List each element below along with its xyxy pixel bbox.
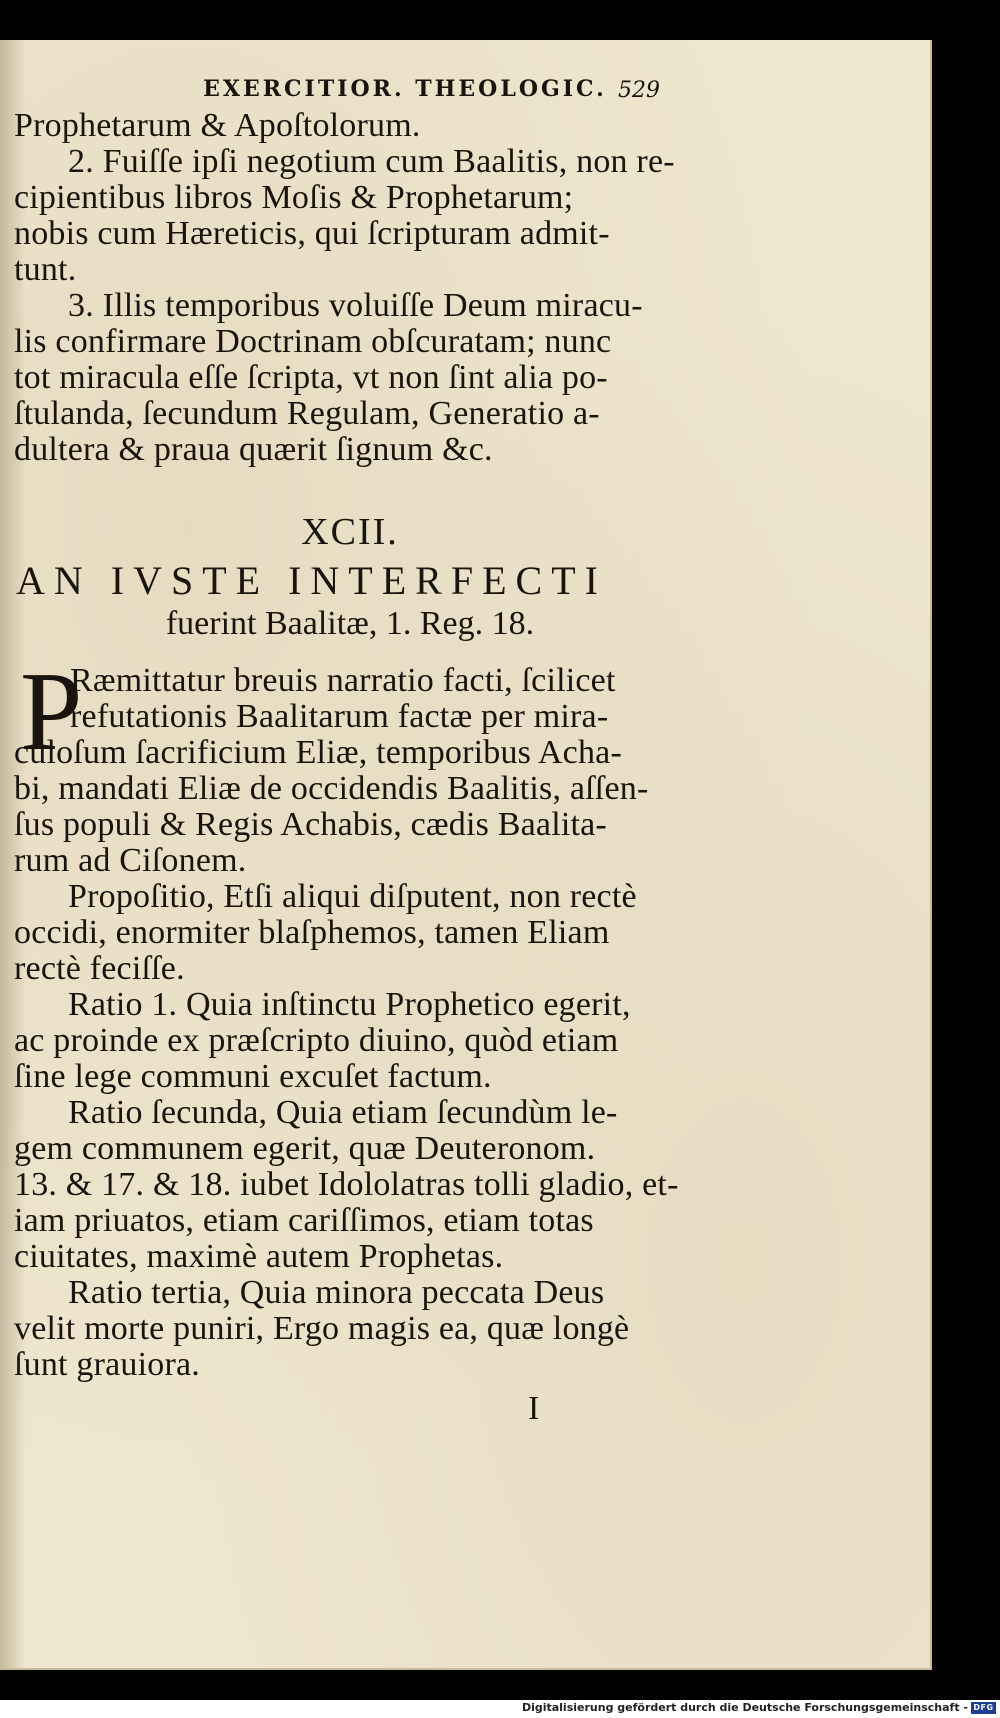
text-line: occidi, enormiter blaſphemos, tamen Eliam xyxy=(14,914,610,951)
text-line: lis confirmare Doctrinam obſcuratam; nunc xyxy=(14,323,612,360)
text-line: ſunt grauiora. xyxy=(14,1346,200,1383)
text-line: Ræmittatur breuis narratio facti, ſcilicet xyxy=(70,662,616,699)
section-subtitle: fuerint Baalitæ, 1. Reg. 18. xyxy=(165,605,535,642)
text-line: cipientibus libros Moſis & Prophetarum; xyxy=(14,179,574,216)
text-line: tunt. xyxy=(14,251,77,288)
digitization-credit: Digitalisierung gefördert durch die Deutsche Forschungsgemeinschaft - xyxy=(521,1701,968,1714)
text-line: velit morte puniri, Ergo magis ea, quæ longè xyxy=(14,1310,630,1347)
text-line: iam priuatos, etiam cariſſimos, etiam totas xyxy=(14,1202,594,1239)
text-line: rectè feciſſe. xyxy=(14,950,185,987)
text-line: ſtulanda, ſecundum Regulam, Generatio a- xyxy=(14,395,600,432)
text-line: ſus populi & Regis Achabis, cædis Baalita- xyxy=(14,806,607,843)
drop-cap: P xyxy=(20,650,83,774)
text-block-1 xyxy=(14,107,675,468)
text-line: ciuitates, maximè autem Prophetas. xyxy=(14,1238,504,1275)
text-line: Ratio tertia, Quia minora peccata Deus xyxy=(68,1274,605,1311)
text-line: rum ad Ciſonem. xyxy=(14,842,247,879)
text-line: 3. Illis temporibus voluiſſe Deum miracu- xyxy=(68,287,643,324)
text-line: 2. Fuiſſe ipſi negotium cum Baalitis, non re- xyxy=(68,143,675,180)
text-line: bi, mandati Eliæ de occidendis Baalitis, aſſen- xyxy=(14,770,649,807)
text-line: Ratio ſecunda, Quia etiam ſecundùm le- xyxy=(68,1094,618,1131)
text-line: ac proinde ex præſcripto diuino, quòd etiam xyxy=(14,1022,619,1059)
text-line: ſine lege communi excuſet factum. xyxy=(14,1058,492,1095)
dfg-logo-icon[interactable]: DFG xyxy=(971,1702,996,1714)
page-number: 529 xyxy=(618,78,660,103)
catchword: I xyxy=(528,1390,540,1427)
text-block-2 xyxy=(14,650,679,1383)
text-line: Prophetarum & Apoſtolorum. xyxy=(14,107,421,144)
text-line: Propoſitio, Etſi aliqui diſputent, non rectè xyxy=(68,878,637,915)
text-line: Ratio 1. Quia inſtinctu Prophetico egerit, xyxy=(68,986,631,1023)
section-number: XCII. xyxy=(301,511,399,553)
text-line: nobis cum Hæreticis, qui ſcripturam admit- xyxy=(14,215,610,252)
text-line: culoſum ſacrificium Eliæ, temporibus Acha- xyxy=(14,734,622,771)
text-line: tot miracula eſſe ſcripta, vt non ſint alia po- xyxy=(14,359,608,396)
text-line: 13. & 17. & 18. iubet Idololatras tolli gladio, et- xyxy=(14,1166,679,1203)
running-header: EXERCITIOR. THEOLOGIC. xyxy=(203,76,607,102)
text-line: gem communem egerit, quæ Deuteronom. xyxy=(14,1130,596,1167)
section-title: AN IVSTE INTERFECTI xyxy=(16,558,607,603)
text-line: refutationis Baalitarum factæ per mira- xyxy=(70,698,609,735)
text-line: dultera & praua quærit ſignum &c. xyxy=(14,431,493,468)
